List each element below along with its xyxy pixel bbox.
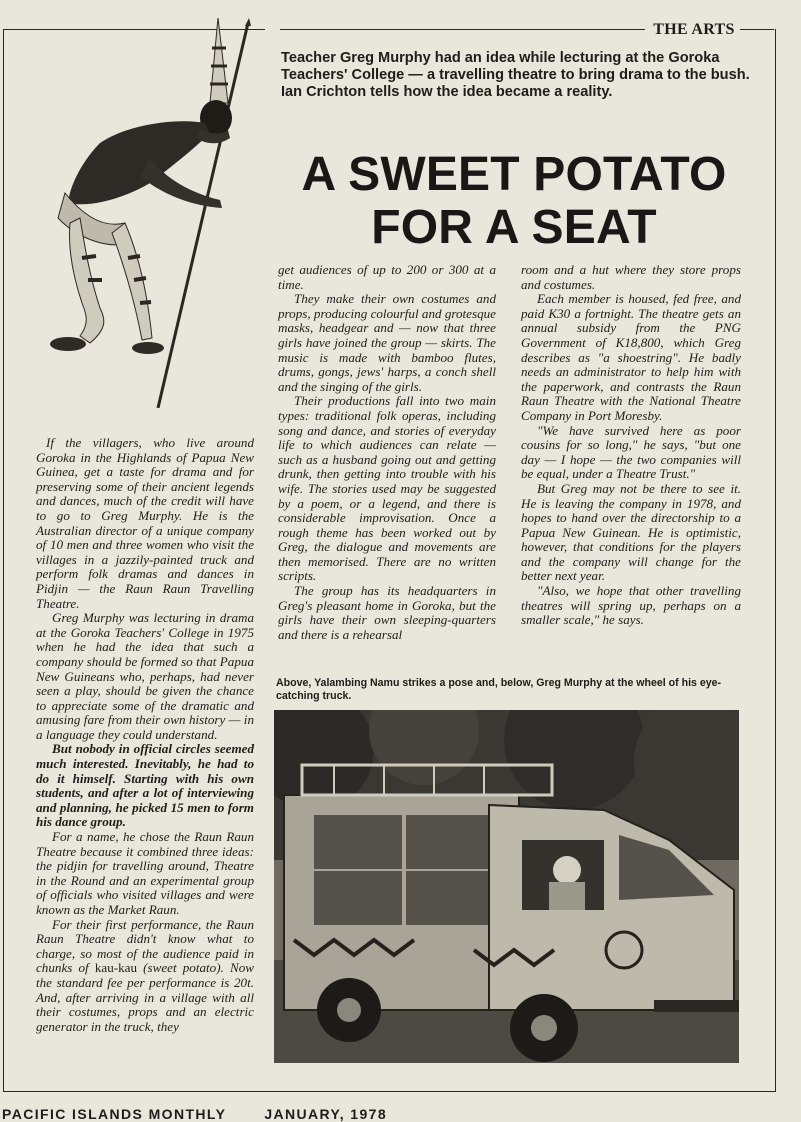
- photo-caption: Above, Yalambing Namu strikes a pose and, below, Greg Murphy at the wheel of his eye-catching truck.: [276, 677, 722, 702]
- article-column-3: [521, 263, 741, 628]
- publication-name: PACIFIC ISLANDS MONTHLY: [2, 1106, 227, 1122]
- paragraph: [36, 918, 254, 1035]
- section-label: THE ARTS: [653, 21, 735, 38]
- paragraph: Their productions fall into two main types: traditional folk operas, including song and dance, and stories of everyday life to which audiences can relate — such as a husband going out and getting drunk, then getting into trouble with his wife. The stories used may be suggested by a poem, or a legend, and there is considerable improvisation. Once a rough theme has been worked out by Greg, the dialogue and movements are then memorised. There are no written scripts.: [278, 393, 496, 584]
- paragraph-term: kau-kau: [94, 960, 138, 976]
- headline-line-2: FOR A SEAT: [371, 201, 657, 254]
- paragraph: The group has its headquarters in Greg's pleasant home in Goroka, but the girls have their own sleeping-quarters and there is a rehearsal: [278, 583, 496, 642]
- spear-shaft: [158, 23, 248, 408]
- paragraph: room and a hut where they store props and costumes.: [521, 262, 741, 292]
- header-rule-right: [280, 29, 645, 30]
- issue-date: JANUARY, 1978: [264, 1106, 388, 1122]
- paragraph: If the villagers, who live around Goroka in the Highlands of Papua New Guinea, get a taste for drama and for preserving some of their ancient legends and dances, much of the credit will have to go to Greg Murphy. He is the Australian director of a unique company of 10 men and three women who visit the villages in a jazzily-painted truck and perform folk dramas and dances in Pidjin — the Raun Raun Travelling Theatre.: [36, 435, 254, 611]
- paragraph: But Greg may not be there to see it. He is leaving the company in 1978, and hopes to hand over the directorship to a Papua New Guinean. He is optimistic, however, that conditions for the players and the company will change for the better next year.: [521, 480, 741, 584]
- paragraph: get audiences of up to 200 or 300 at a time.: [278, 262, 496, 292]
- paragraph-text: (sweet potato). Now the standard fee per performance is 20t. And, after arriving in a village with all their costumes, props and an electric generator in the truck, they: [36, 960, 255, 1034]
- article-column-1: [36, 436, 254, 1034]
- headline-line-1: A SWEET POTATO: [301, 148, 727, 201]
- dancer-photo: [30, 18, 270, 408]
- headline: [276, 148, 752, 254]
- paragraph: "We have survived here as poor cousins for so long," he says, "but one day — I hope — the two companies will be equal, under a Theatre Trust.": [521, 422, 741, 482]
- standfirst: Teacher Greg Murphy had an idea while lecturing at the Goroka Teachers' College — a travelling theatre to bring drama to the bush. Ian Crichton tells how the idea became a reality.: [281, 50, 750, 100]
- truck-photo: [274, 710, 739, 1063]
- paragraph: They make their own costumes and props, producing colourful and grotesque masks, headgear and — now that three girls have joined the group — skirts. The music is made with bamboo flutes, drums, gongs, jews' harps, a conch shell and the singing of the girls.: [278, 291, 496, 394]
- paragraph: For a name, he chose the Raun Raun Theatre because it combined three ideas: the pidjin for travelling around, Theatre in the Round and an experimental group of officials who visited villages and were known as the Market Raun.: [36, 829, 254, 917]
- paragraph: But nobody in official circles seemed much interested. Inevitably, he had to do it himself. Starting with his own students, and after a lot of interviewing and planning, he picked 15 men to form his dance group.: [36, 741, 254, 830]
- paragraph: "Also, we hope that other travelling theatres will spring up, perhaps on a smaller scale," he says.: [521, 583, 741, 628]
- paragraph: Each member is housed, fed free, and paid K30 a fortnight. The theatre gets an annual subsidy from the PNG Government of K18,800, which Greg describes as "a shoestring". He badly needs an administrator to help him with the paperwork, and contrasts the Raun Raun Theatre with the National Theatre Company in Port Moresby.: [521, 291, 741, 423]
- paragraph: Greg Murphy was lecturing in drama at the Goroka Teachers' College in 1975 when he had the idea that such a company should be formed so that Papua New Guineans who, perhaps, had never seen a play, should be given the chance to appreciate some of the dramatic and amusing fare from their own history — in a language they could understand.: [36, 610, 254, 742]
- article-column-2: [278, 263, 496, 642]
- header-rule-end: [740, 29, 774, 30]
- paragraph-text: For their first performance, the Raun Raun Theatre didn't know what to charge, so most of the audience paid in chunks of: [36, 916, 254, 976]
